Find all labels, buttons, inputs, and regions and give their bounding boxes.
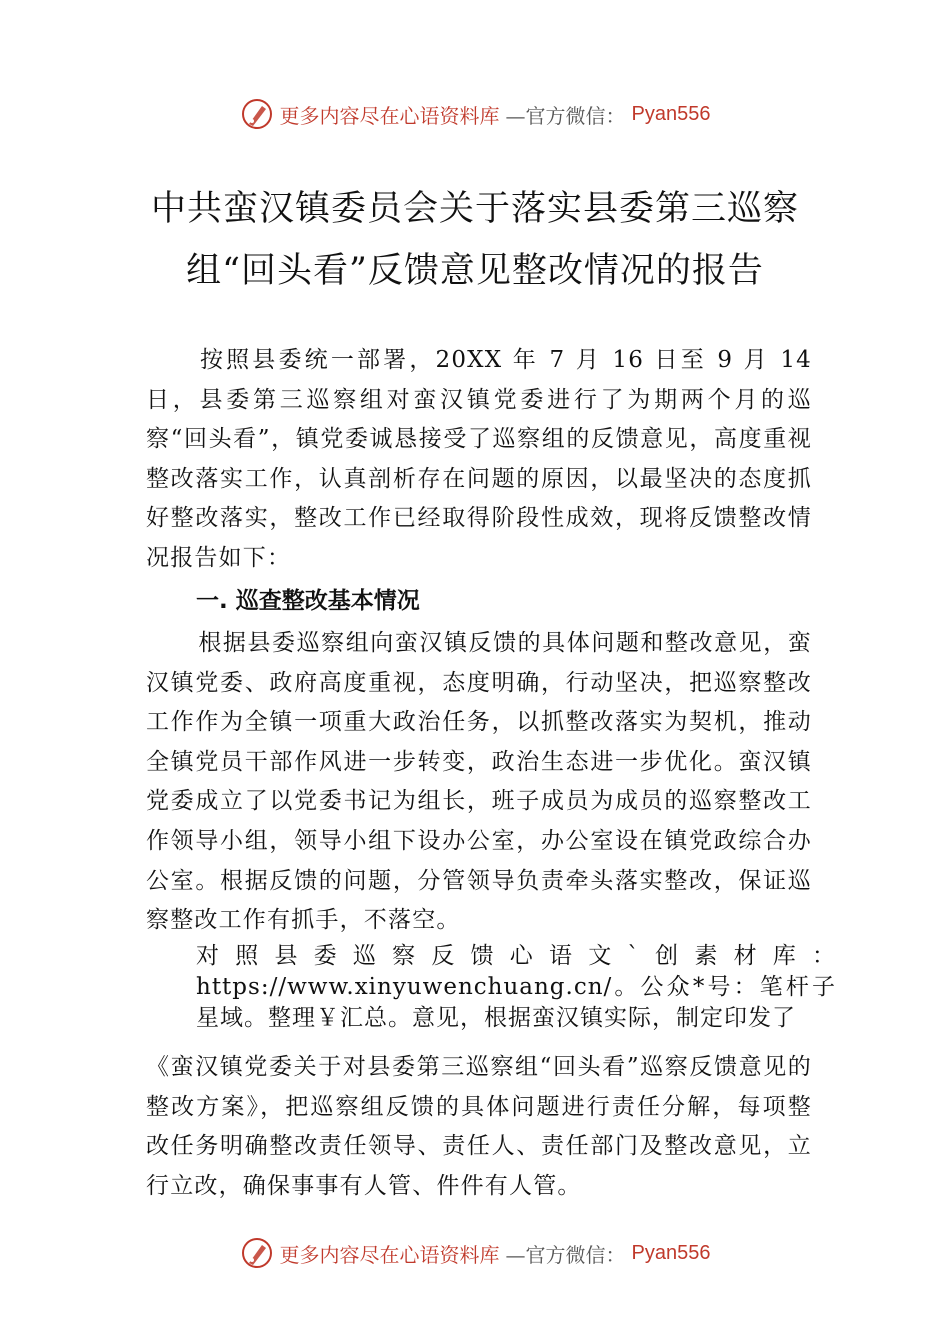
rectification-plan-paragraph: 《蛮汉镇党委关于对县委第三巡察组“回头看”巡察反馈意见的整改方案》，把巡察组反馈的具体问题进行责任分解，每项整改任务明确整改责任领导、责任人、责任部门及整改意见，立行立改，确保事事有人管、件件有人管。 <box>146 1054 812 1199</box>
document-title-line-1: 中共蛮汉镇委员会关于落实县委第三巡察 <box>150 189 799 229</box>
section-1-text: 根据县委巡察组向蛮汉镇反馈的具体问题和整改意见，蛮汉镇党委、政府高度重视，态度明确，行动坚决，把巡察整改工作作为全镇一项重大政治任务，以抓整改落实为契机，推动全镇党员干部作风进一步转变，政治生态进一步优化。蛮汉镇党委成立了以党委书记为组长，班子成员为成员的巡察整改工作领导小组，领导小组下设办公室，办公室设在镇党政综合办公室。根据反馈的问题，分管领导负责牵头落实整改，保证巡察整改工作有抓手，不落空。 <box>146 630 812 934</box>
watermark-wechat-id: Pyan556 <box>631 102 711 125</box>
watermark-wechat-label: —官方微信： <box>505 103 626 128</box>
pen-nib-circle-icon <box>240 1236 274 1270</box>
pen-nib-circle-icon <box>240 97 274 131</box>
watermark-wechat-label: —官方微信： <box>505 1242 626 1267</box>
document-title-line-2: 组“回头看”反馈意见整改情况的报告 <box>186 251 764 291</box>
watermark-wechat-id: Pyan556 <box>631 1241 711 1264</box>
watermark-library-name: 更多内容尽在心语资料库 <box>279 103 500 128</box>
watermark-library-name: 更多内容尽在心语资料库 <box>279 1242 500 1267</box>
section-1-paragraph <box>146 624 812 941</box>
header-watermark <box>0 94 950 134</box>
inserted-ad-paragraph: 对照县委巡察反馈心语文`创素材库：https://www.xinyuwenchuang.cn/。公众*号：笔杆子星域。整理￥汇总。意见，根据蛮汉镇实际，制定印发了 <box>196 943 836 1031</box>
footer-watermark <box>0 1233 950 1273</box>
intro-text: 按照县委统一部署，20XX 年 7 月 16 日至 9 月 14 日，县委第三巡察组对蛮汉镇党委进行了为期两个月的巡察“回头看”，镇党委诚恳接受了巡察组的反馈意见，高度重视整改落实工作，认真剖析存在问题的原因，以最坚决的态度抓好整改落实，整改工作已经取得阶段性成效，现将反馈整改情况报告如下： <box>146 347 812 571</box>
section-heading-1: 一. 巡查整改基本情况 <box>196 588 420 614</box>
intro-paragraph <box>146 341 812 579</box>
